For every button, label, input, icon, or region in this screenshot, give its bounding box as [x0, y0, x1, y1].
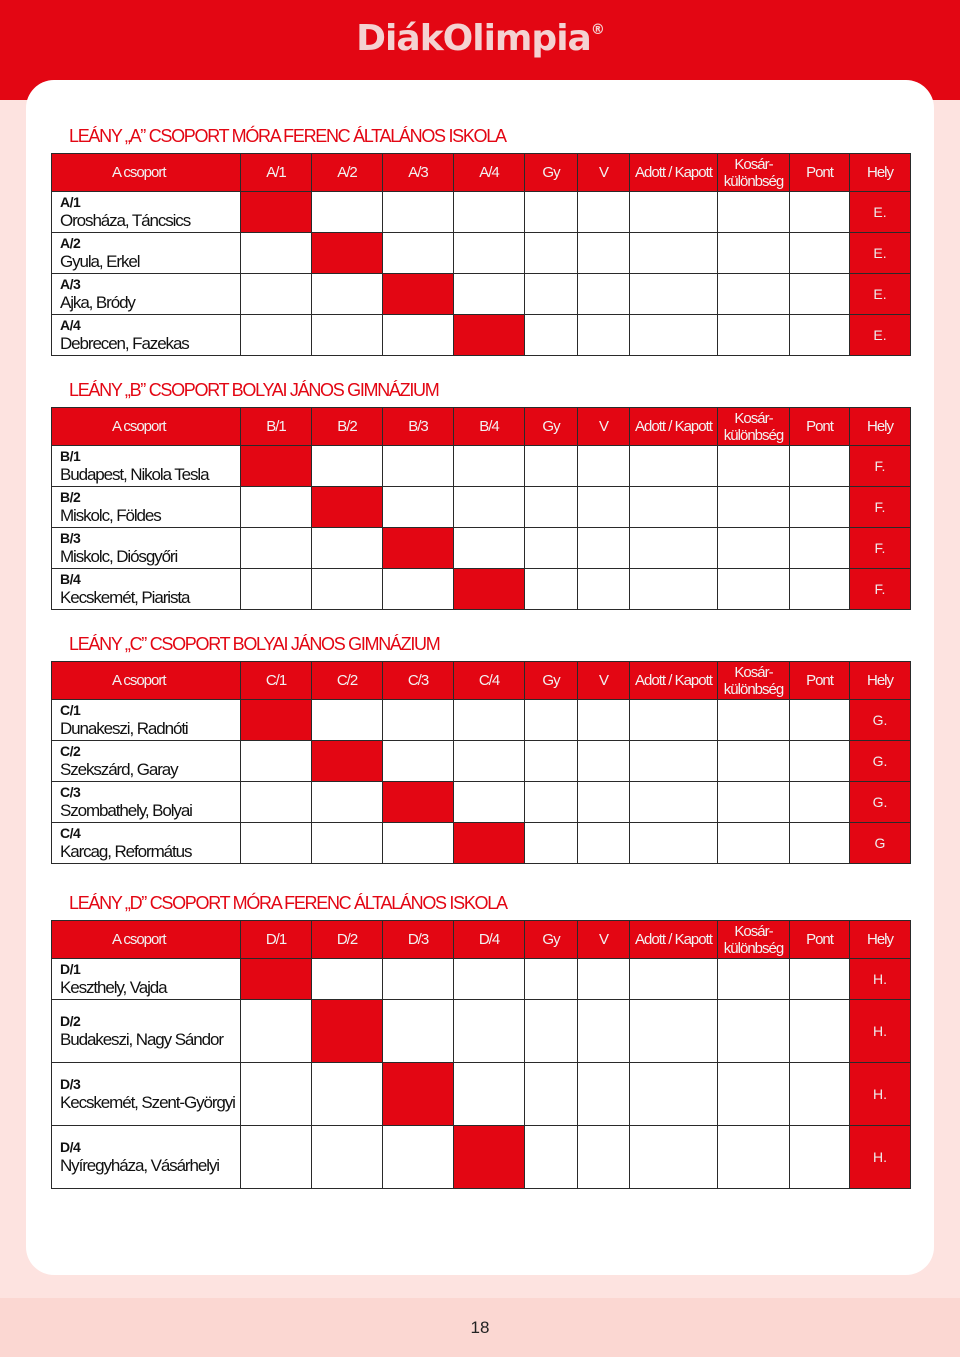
stat-cell: [718, 274, 790, 315]
team-code: B/1: [60, 448, 81, 464]
team-code: D/1: [60, 961, 81, 977]
team-code: A/3: [60, 276, 81, 292]
result-cell: [241, 1126, 312, 1189]
result-cell: [383, 315, 454, 356]
team-row: [52, 700, 911, 741]
result-cell: [383, 487, 454, 528]
team-code: A/2: [60, 235, 81, 251]
stat-cell: [525, 233, 578, 274]
team-code: D/2: [60, 1013, 81, 1029]
team-row: [52, 823, 911, 864]
group-a-table: [51, 153, 911, 356]
stat-column-header: Pont: [790, 408, 850, 446]
result-cell: [312, 528, 383, 569]
stat-cell: [790, 1000, 850, 1063]
result-cell: [383, 1126, 454, 1189]
stat-cell: [578, 569, 630, 610]
placement-cell: E.: [850, 315, 911, 356]
stat-column-header: Kosár-különbség: [718, 921, 790, 959]
team-code: B/2: [60, 489, 81, 505]
stat-cell: [578, 1063, 630, 1126]
stat-cell: [525, 782, 578, 823]
team-name: Miskolc, Földes: [60, 506, 161, 525]
stat-column-header: Adott / Kapott: [630, 154, 718, 192]
self-match-cell: [383, 782, 454, 823]
team-row: [52, 959, 911, 1000]
team-code: D/3: [60, 1076, 81, 1092]
stat-cell: [718, 315, 790, 356]
result-cell: [454, 487, 525, 528]
stat-column-header: Kosár-különbség: [718, 154, 790, 192]
self-match-cell: [241, 446, 312, 487]
result-cell: [454, 959, 525, 1000]
team-cell: [52, 569, 241, 610]
team-name: Karcag, Református: [60, 842, 192, 861]
placement-cell: F.: [850, 569, 911, 610]
placement-cell: G.: [850, 700, 911, 741]
team-name: Szekszárd, Garay: [60, 760, 178, 779]
team-code: A/1: [60, 194, 81, 210]
stat-cell: [630, 192, 718, 233]
stat-cell: [718, 569, 790, 610]
group-label-header: A csoport: [52, 154, 241, 192]
team-cell: [52, 528, 241, 569]
stat-cell: [630, 1000, 718, 1063]
result-cell: [312, 192, 383, 233]
team-cell: [52, 233, 241, 274]
result-cell: [241, 569, 312, 610]
stat-cell: [790, 959, 850, 1000]
stat-cell: [790, 528, 850, 569]
team-name: Debrecen, Fazekas: [60, 334, 189, 353]
stat-column-header: Kosár-különbség: [718, 408, 790, 446]
self-match-cell: [241, 700, 312, 741]
result-cell: [312, 823, 383, 864]
stat-cell: [525, 528, 578, 569]
group-d-table: [51, 920, 911, 1189]
team-cell: [52, 274, 241, 315]
placement-cell: H.: [850, 1000, 911, 1063]
team-name: Nyíregyháza, Vásárhelyi: [60, 1156, 219, 1175]
team-column-header: C/3: [383, 662, 454, 700]
result-cell: [312, 700, 383, 741]
stat-cell: [630, 700, 718, 741]
result-cell: [454, 446, 525, 487]
stat-cell: [578, 700, 630, 741]
stat-column-header: Pont: [790, 154, 850, 192]
team-code: C/4: [60, 825, 81, 841]
team-code: A/4: [60, 317, 81, 333]
team-row: [52, 569, 911, 610]
stat-cell: [525, 1126, 578, 1189]
result-cell: [241, 274, 312, 315]
team-name: Szombathely, Bolyai: [60, 801, 192, 820]
team-column-header: C/2: [312, 662, 383, 700]
stat-column-header: V: [578, 662, 630, 700]
stat-cell: [790, 700, 850, 741]
stat-cell: [630, 528, 718, 569]
stat-cell: [578, 192, 630, 233]
stat-column-header: Hely: [850, 662, 911, 700]
team-row: [52, 741, 911, 782]
stat-column-header: Pont: [790, 662, 850, 700]
result-cell: [383, 1000, 454, 1063]
team-row: [52, 1126, 911, 1189]
stat-cell: [630, 569, 718, 610]
stat-cell: [718, 446, 790, 487]
stat-cell: [578, 823, 630, 864]
stat-cell: [630, 446, 718, 487]
group-b-title: LEÁNY „B” CSOPORT BOLYAI JÁNOS GIMNÁZIUM: [69, 380, 439, 400]
team-column-header: A/1: [241, 154, 312, 192]
stat-cell: [718, 528, 790, 569]
result-cell: [454, 233, 525, 274]
team-code: B/3: [60, 530, 81, 546]
stat-cell: [525, 959, 578, 1000]
group-c-table: [51, 661, 911, 864]
stat-cell: [525, 315, 578, 356]
stat-column-header: Gy: [525, 408, 578, 446]
team-name: Kecskemét, Szent-Györgyi: [60, 1093, 235, 1112]
stat-cell: [630, 487, 718, 528]
diakolimpia-logo: DiákOlimpia®: [356, 18, 604, 59]
result-cell: [312, 959, 383, 1000]
stat-column-header: V: [578, 408, 630, 446]
self-match-cell: [454, 569, 525, 610]
team-code: B/4: [60, 571, 81, 587]
team-column-header: B/2: [312, 408, 383, 446]
team-cell: [52, 959, 241, 1000]
team-cell: [52, 446, 241, 487]
team-column-header: A/3: [383, 154, 454, 192]
stat-cell: [630, 1063, 718, 1126]
stat-column-header: Gy: [525, 154, 578, 192]
team-row: [52, 274, 911, 315]
team-cell: [52, 1000, 241, 1063]
self-match-cell: [241, 959, 312, 1000]
team-code: D/4: [60, 1139, 81, 1155]
result-cell: [383, 233, 454, 274]
stat-cell: [630, 1126, 718, 1189]
stat-cell: [525, 487, 578, 528]
stat-cell: [790, 782, 850, 823]
header-row: [52, 662, 911, 700]
team-name: Budapest, Nikola Tesla: [60, 465, 209, 484]
self-match-cell: [241, 192, 312, 233]
stat-cell: [790, 233, 850, 274]
self-match-cell: [383, 1063, 454, 1126]
stat-cell: [790, 569, 850, 610]
stat-cell: [525, 700, 578, 741]
team-column-header: C/1: [241, 662, 312, 700]
stat-cell: [578, 1000, 630, 1063]
stat-column-header: V: [578, 921, 630, 959]
team-cell: [52, 782, 241, 823]
team-cell: [52, 192, 241, 233]
result-cell: [312, 569, 383, 610]
stat-cell: [790, 274, 850, 315]
placement-cell: H.: [850, 959, 911, 1000]
stat-cell: [718, 192, 790, 233]
header-row: [52, 921, 911, 959]
placement-cell: E.: [850, 274, 911, 315]
stat-cell: [630, 315, 718, 356]
stat-cell: [790, 1126, 850, 1189]
stat-cell: [630, 823, 718, 864]
stat-cell: [790, 1063, 850, 1126]
team-column-header: D/4: [454, 921, 525, 959]
result-cell: [454, 1063, 525, 1126]
stat-cell: [525, 569, 578, 610]
stat-column-header: Adott / Kapott: [630, 408, 718, 446]
team-name: Kecskemét, Piarista: [60, 588, 190, 607]
stat-cell: [790, 741, 850, 782]
stat-cell: [525, 1000, 578, 1063]
team-row: [52, 487, 911, 528]
result-cell: [241, 741, 312, 782]
result-cell: [241, 315, 312, 356]
team-column-header: B/4: [454, 408, 525, 446]
result-cell: [312, 446, 383, 487]
stat-cell: [525, 741, 578, 782]
placement-cell: H.: [850, 1063, 911, 1126]
stat-cell: [578, 741, 630, 782]
placement-cell: F.: [850, 487, 911, 528]
stat-cell: [525, 274, 578, 315]
team-row: [52, 446, 911, 487]
self-match-cell: [383, 274, 454, 315]
team-cell: [52, 487, 241, 528]
stat-cell: [718, 1126, 790, 1189]
stat-column-header: Pont: [790, 921, 850, 959]
self-match-cell: [454, 315, 525, 356]
team-column-header: A/2: [312, 154, 383, 192]
placement-cell: F.: [850, 528, 911, 569]
stat-cell: [525, 446, 578, 487]
team-column-header: D/1: [241, 921, 312, 959]
team-name: Budakeszi, Nagy Sándor: [60, 1030, 223, 1049]
result-cell: [383, 700, 454, 741]
stat-cell: [578, 233, 630, 274]
self-match-cell: [312, 487, 383, 528]
team-code: C/3: [60, 784, 81, 800]
team-row: [52, 192, 911, 233]
stat-cell: [790, 487, 850, 528]
group-d-title: LEÁNY „D” CSOPORT MÓRA FERENC ÁLTALÁNOS ISKOLA: [69, 893, 507, 913]
result-cell: [454, 782, 525, 823]
stat-cell: [578, 782, 630, 823]
result-cell: [454, 1000, 525, 1063]
stat-cell: [578, 959, 630, 1000]
team-column-header: B/1: [241, 408, 312, 446]
team-name: Ajka, Bródy: [60, 293, 135, 312]
stat-cell: [630, 782, 718, 823]
team-column-header: B/3: [383, 408, 454, 446]
team-cell: [52, 1126, 241, 1189]
group-label-header: A csoport: [52, 662, 241, 700]
team-name: Keszthely, Vajda: [60, 978, 167, 997]
stat-column-header: Kosár-különbség: [718, 662, 790, 700]
stat-cell: [578, 528, 630, 569]
result-cell: [312, 1126, 383, 1189]
stat-cell: [578, 446, 630, 487]
result-cell: [241, 487, 312, 528]
self-match-cell: [454, 823, 525, 864]
team-name: Orosháza, Táncsics: [60, 211, 191, 230]
self-match-cell: [454, 1126, 525, 1189]
stat-cell: [718, 487, 790, 528]
result-cell: [241, 528, 312, 569]
result-cell: [454, 528, 525, 569]
group-label-header: A csoport: [52, 408, 241, 446]
result-cell: [312, 315, 383, 356]
group-c-title: LEÁNY „C” CSOPORT BOLYAI JÁNOS GIMNÁZIUM: [69, 634, 440, 654]
stat-cell: [630, 959, 718, 1000]
stat-cell: [578, 315, 630, 356]
stat-cell: [525, 192, 578, 233]
placement-cell: F.: [850, 446, 911, 487]
stat-cell: [578, 487, 630, 528]
result-cell: [241, 823, 312, 864]
stat-cell: [718, 959, 790, 1000]
group-b-table: [51, 407, 911, 610]
placement-cell: G.: [850, 741, 911, 782]
team-row: [52, 315, 911, 356]
result-cell: [383, 823, 454, 864]
team-name: Gyula, Erkel: [60, 252, 140, 271]
result-cell: [383, 959, 454, 1000]
team-name: Dunakeszi, Radnóti: [60, 719, 188, 738]
result-cell: [383, 741, 454, 782]
team-row: [52, 782, 911, 823]
placement-cell: E.: [850, 233, 911, 274]
stat-cell: [718, 782, 790, 823]
result-cell: [312, 274, 383, 315]
stat-cell: [718, 741, 790, 782]
stat-column-header: Hely: [850, 408, 911, 446]
stat-cell: [578, 274, 630, 315]
stat-cell: [630, 741, 718, 782]
result-cell: [241, 233, 312, 274]
result-cell: [383, 569, 454, 610]
team-cell: [52, 741, 241, 782]
team-column-header: A/4: [454, 154, 525, 192]
stat-column-header: Adott / Kapott: [630, 662, 718, 700]
team-cell: [52, 1063, 241, 1126]
self-match-cell: [312, 233, 383, 274]
team-row: [52, 233, 911, 274]
stat-cell: [630, 233, 718, 274]
result-cell: [454, 700, 525, 741]
header-row: [52, 154, 911, 192]
self-match-cell: [312, 1000, 383, 1063]
page-number: 18: [470, 1318, 490, 1337]
stat-cell: [718, 1063, 790, 1126]
result-cell: [312, 1063, 383, 1126]
group-a-title: LEÁNY „A” CSOPORT MÓRA FERENC ÁLTALÁNOS ISKOLA: [69, 126, 506, 146]
stat-column-header: V: [578, 154, 630, 192]
team-cell: [52, 315, 241, 356]
result-cell: [241, 1000, 312, 1063]
result-cell: [383, 446, 454, 487]
team-row: [52, 528, 911, 569]
team-column-header: D/3: [383, 921, 454, 959]
stat-cell: [525, 823, 578, 864]
team-row: [52, 1000, 911, 1063]
stat-cell: [630, 274, 718, 315]
stat-column-header: Gy: [525, 662, 578, 700]
group-label-header: A csoport: [52, 921, 241, 959]
self-match-cell: [383, 528, 454, 569]
self-match-cell: [312, 741, 383, 782]
team-code: C/2: [60, 743, 81, 759]
result-cell: [454, 274, 525, 315]
stat-column-header: Hely: [850, 921, 911, 959]
stat-cell: [718, 823, 790, 864]
result-cell: [454, 741, 525, 782]
placement-cell: G.: [850, 782, 911, 823]
stat-column-header: Adott / Kapott: [630, 921, 718, 959]
result-cell: [454, 192, 525, 233]
stat-cell: [790, 446, 850, 487]
result-cell: [241, 782, 312, 823]
stat-column-header: Gy: [525, 921, 578, 959]
team-code: C/1: [60, 702, 81, 718]
team-column-header: D/2: [312, 921, 383, 959]
result-cell: [383, 192, 454, 233]
stat-cell: [718, 233, 790, 274]
team-row: [52, 1063, 911, 1126]
team-cell: [52, 823, 241, 864]
stat-cell: [718, 700, 790, 741]
team-name: Miskolc, Diósgyőri: [60, 547, 178, 566]
placement-cell: H.: [850, 1126, 911, 1189]
stat-cell: [525, 1063, 578, 1126]
stat-cell: [578, 1126, 630, 1189]
placement-cell: E.: [850, 192, 911, 233]
stat-cell: [790, 823, 850, 864]
team-column-header: C/4: [454, 662, 525, 700]
stat-cell: [790, 192, 850, 233]
team-cell: [52, 700, 241, 741]
result-cell: [241, 1063, 312, 1126]
stat-cell: [790, 315, 850, 356]
stat-cell: [718, 1000, 790, 1063]
placement-cell: G: [850, 823, 911, 864]
result-cell: [312, 782, 383, 823]
stat-column-header: Hely: [850, 154, 911, 192]
header-row: [52, 408, 911, 446]
